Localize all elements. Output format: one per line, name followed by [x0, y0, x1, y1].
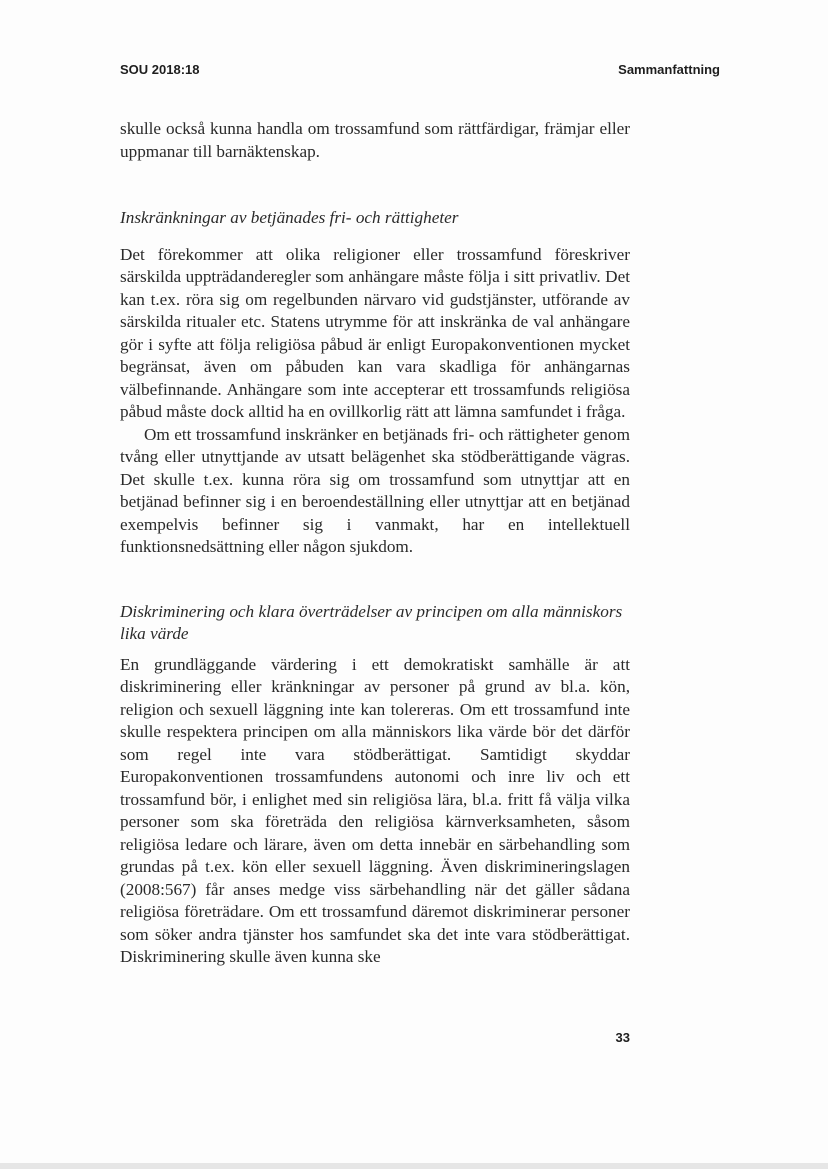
page-number: 33: [615, 1030, 630, 1045]
running-header: [120, 62, 720, 82]
subheading-diskriminering: Diskriminering och klara överträdelser av principen om alla människors lika värde: [120, 601, 623, 643]
section-title: Sammanfattning: [618, 62, 720, 77]
paragraph: En grundläggande värdering i ett demokratiskt samhälle är att diskriminering eller kränkningar av personer på grund av bl.a. kön, religion och sexuell läggning inte kan tolereras. Om ett trossamfund inte skulle respektera principen om alla människors lika värde bör det därför som regel inte vara stödberättigat. Samtidigt skyddar Europakonventionen trossamfundens autonomi och inre liv och ett trossamfund bör, i enlighet med sin religiösa lära, bl.a. fritt få välja vilka personer som ska företräda den religiösa kärnverksamheten, såsom religiösa ledare och lärare, även om detta innebär en särbehandling som grundas på t.ex. kön eller sexuell läggning. Även diskrimineringslagen (2008:567) får anses medge viss särbehandling när det gäller sådana religiösa företrädare. Om ett trossamfund däremot diskriminerar personer som söker andra tjänster hos samfundet ska det inte vara stödberättigat. Diskriminering skulle även kunna ske: [120, 654, 630, 966]
subheading-inskrankningar: Inskränkningar av betjänades fri- och rättigheter: [120, 208, 459, 227]
page-bottom-edge: [0, 1163, 828, 1169]
paragraph: Om ett trossamfund inskränker en betjänads fri- och rättigheter genom tvång eller utnyttjande av utsatt belägenhet ska stödberättigande vägras. Det skulle t.ex. kunna röra sig om trossamfund som utnyttjar att en betjänad befinner sig i en beroendeställning eller utnyttjar att en betjänad exempelvis befinner sig i vanmakt, har en intellektuell funktionsnedsättning eller någon sjukdom.: [120, 424, 630, 556]
paragraph: Det förekommer att olika religioner eller trossamfund föreskriver särskilda uppträdanderegler som anhängare måste följa i sitt privatliv. Det kan t.ex. röra sig om regelbunden närvaro vid gudstjänster, utförande av särskilda ritualer etc. Statens utrymme för att inskränka de val anhängare gör i syfte att följa religiösa påbud är enligt Europakonventionen mycket begränsat, även om påbuden kan vara skadliga för anhängarnas välbefinnande. Anhängare som inte accepterar ett trossamfunds religiösa påbud måste dock alltid ha en ovillkorlig rätt att lämna samfundet i fråga.: [120, 244, 630, 421]
paragraph-continuation: skulle också kunna handla om trossamfund som rättfärdigar, främjar eller uppmanar till barnäktenskap.: [120, 119, 630, 161]
report-id: SOU 2018:18: [120, 62, 200, 77]
body-text: [120, 118, 630, 969]
